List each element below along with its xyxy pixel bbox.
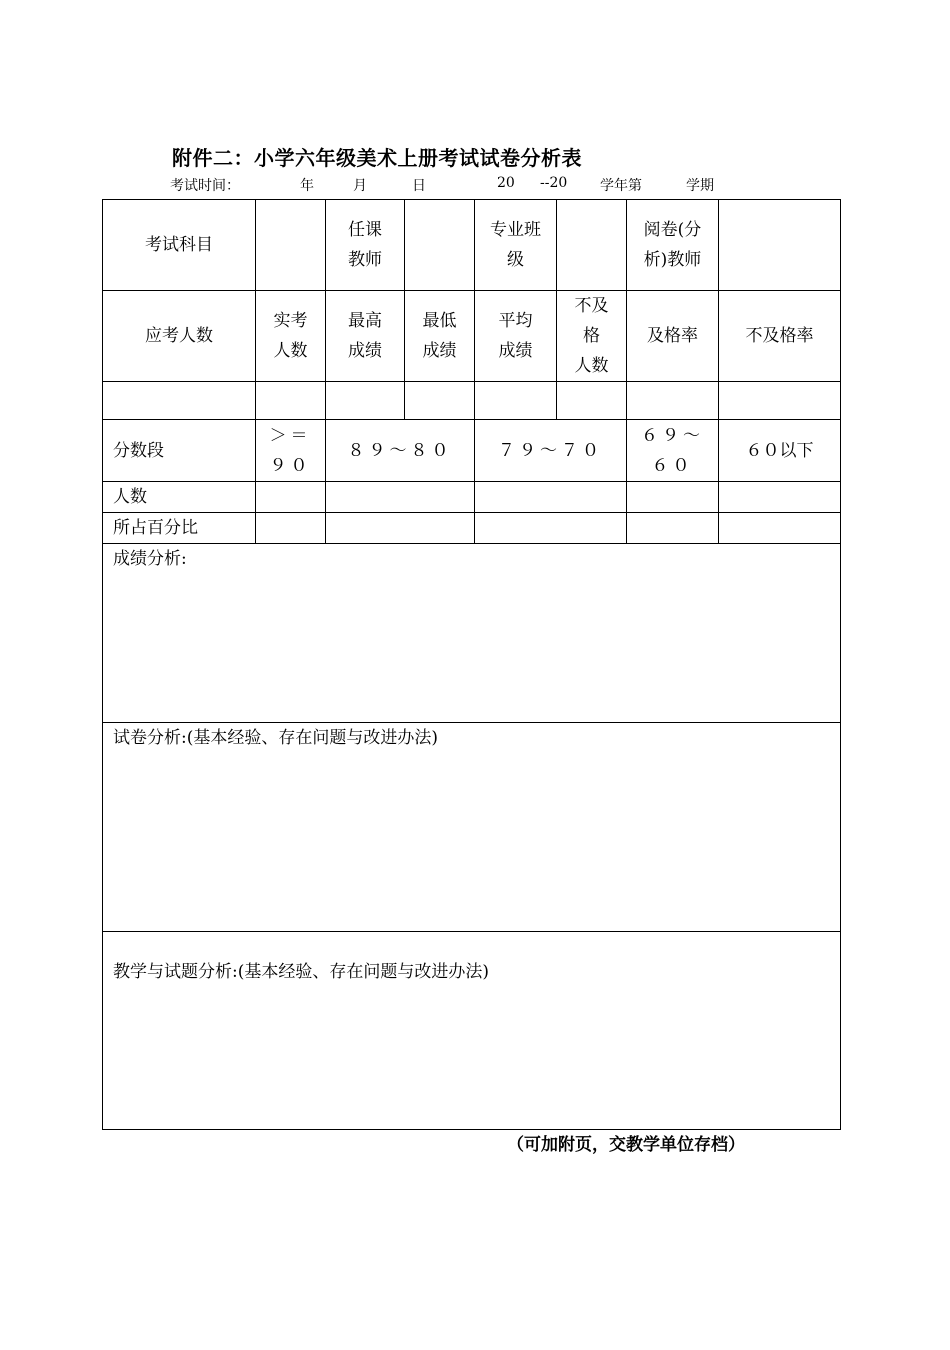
class-value[interactable] (557, 200, 627, 291)
band-70-79: ７９～７０ (475, 420, 627, 482)
paper-analysis-label: 试卷分析:(基本经验、存在问题与改进办法) (113, 728, 438, 748)
highest-score-label: 最高 成绩 (326, 291, 405, 382)
percent-80-89[interactable] (326, 513, 475, 544)
band-60-69: ６９～ ６０ (627, 420, 719, 482)
paper-analysis-field[interactable] (103, 723, 841, 932)
actual-count-label: 实考 人数 (256, 291, 326, 382)
count-row (103, 482, 841, 513)
band-90-up: ＞＝ ９０ (256, 420, 326, 482)
highest-score-value[interactable] (326, 382, 405, 420)
month-label: 月 (353, 178, 367, 194)
footer-note: （可加附页，交教学单位存档） (507, 1135, 745, 1155)
teaching-analysis-label: 教学与试题分析:(基本经验、存在问题与改进办法) (113, 962, 489, 982)
score-analysis-field[interactable] (103, 544, 841, 723)
year-label: 年 (300, 178, 314, 194)
score-analysis-row (103, 544, 841, 723)
score-band-label: 分数段 (103, 420, 256, 482)
lowest-score-value[interactable] (405, 382, 475, 420)
year-end-label: --20 (540, 175, 568, 191)
grader-label: 阅卷(分 析)教师 (627, 200, 719, 291)
class-label: 专业班 级 (475, 200, 557, 291)
count-60-69[interactable] (627, 482, 719, 513)
stats-value-row (103, 382, 841, 420)
expected-count-label: 应考人数 (103, 291, 256, 382)
percent-70-79[interactable] (475, 513, 627, 544)
teacher-value[interactable] (405, 200, 475, 291)
semester-label: 学期 (686, 178, 714, 194)
percent-60-69[interactable] (627, 513, 719, 544)
percent-label: 所占百分比 (103, 513, 256, 544)
paper-analysis-row (103, 723, 841, 932)
count-80-89[interactable] (326, 482, 475, 513)
count-90-up[interactable] (256, 482, 326, 513)
school-year-label: 学年第 (600, 178, 642, 194)
subject-value[interactable] (256, 200, 326, 291)
pass-rate-value[interactable] (627, 382, 719, 420)
year-start-label: 20 (497, 175, 515, 191)
percent-90-up[interactable] (256, 513, 326, 544)
header-row (103, 200, 841, 291)
band-80-89: ８９～８０ (326, 420, 475, 482)
count-below-60[interactable] (719, 482, 841, 513)
actual-count-value[interactable] (256, 382, 326, 420)
lowest-score-label: 最低 成绩 (405, 291, 475, 382)
fail-count-value[interactable] (557, 382, 627, 420)
expected-count-value[interactable] (103, 382, 256, 420)
page-title: 附件二：小学六年级美术上册考试试卷分析表 (172, 146, 582, 170)
day-label: 日 (412, 178, 426, 194)
fail-rate-label: 不及格率 (719, 291, 841, 382)
subject-label: 考试科目 (103, 200, 256, 291)
score-analysis-label: 成绩分析: (113, 549, 187, 569)
stats-header-row (103, 291, 841, 382)
average-score-value[interactable] (475, 382, 557, 420)
count-label: 人数 (103, 482, 256, 513)
analysis-table (102, 199, 841, 1130)
percent-below-60[interactable] (719, 513, 841, 544)
score-band-row (103, 420, 841, 482)
pass-rate-label: 及格率 (627, 291, 719, 382)
percent-row (103, 513, 841, 544)
exam-time-label: 考试时间： (170, 178, 240, 194)
teaching-analysis-field[interactable] (103, 932, 841, 1130)
count-70-79[interactable] (475, 482, 627, 513)
band-below-60: ６０以下 (719, 420, 841, 482)
fail-rate-value[interactable] (719, 382, 841, 420)
fail-count-label: 不及 格 人数 (557, 291, 627, 382)
teacher-label: 任课 教师 (326, 200, 405, 291)
grader-value[interactable] (719, 200, 841, 291)
teaching-analysis-row (103, 932, 841, 1130)
average-score-label: 平均 成绩 (475, 291, 557, 382)
